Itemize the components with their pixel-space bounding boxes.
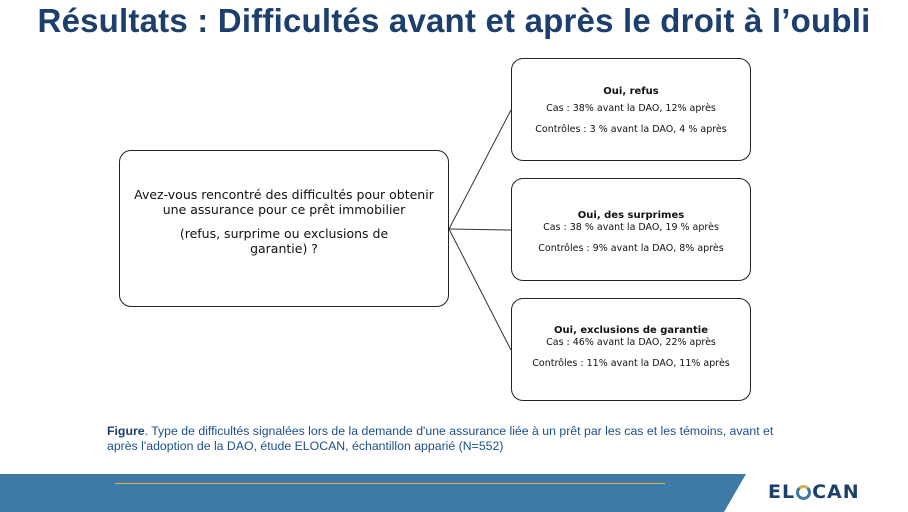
answer-controles: Contrôles : 11% avant la DAO, 11% après xyxy=(532,358,730,369)
answer-cas: Cas : 46% avant la DAO, 22% après xyxy=(546,337,716,348)
logo-text-left: EL xyxy=(768,481,796,503)
answer-controles: Contrôles : 3 % avant la DAO, 4 % après xyxy=(535,124,727,135)
caption-label: Figure xyxy=(107,424,145,438)
connector-line-refus xyxy=(449,110,511,229)
logo-text-right: CAN xyxy=(812,481,860,503)
slide-title: Résultats : Difficultés avant et après le droit à l’oubli xyxy=(37,2,871,39)
question-text: Avez-vous rencontré des difficultés pour obtenir une assurance pour ce prêt immobilier xyxy=(134,187,434,217)
question-subtext: (refus, surprime ou exclusions de garantie) ? xyxy=(179,226,389,256)
connector-line-exclusions xyxy=(449,229,511,350)
answer-title: Oui, des surprimes xyxy=(577,210,685,221)
answer-cas: Cas : 38 % avant la DAO, 19 % après xyxy=(543,222,719,233)
footer-accent-line xyxy=(115,483,665,484)
answer-cas: Cas : 38% avant la DAO, 12% après xyxy=(546,103,716,114)
figure-caption xyxy=(107,424,807,454)
question-box xyxy=(119,150,449,307)
logo-o-ring-icon xyxy=(796,485,811,500)
answer-box-refus xyxy=(511,58,751,161)
answer-title: Oui, refus xyxy=(603,86,659,97)
elocan-logo xyxy=(768,481,860,503)
answer-controles: Contrôles : 9% avant la DAO, 8% après xyxy=(538,243,724,254)
connector-line-surprimes xyxy=(449,229,511,230)
answer-box-exclusions xyxy=(511,298,751,401)
answer-title: Oui, exclusions de garantie xyxy=(554,325,708,336)
caption-text: . Type de difficultés signalées lors de la demande d'une assurance liée à un prêt par les cas et les témoins, avant et après l'adoption de la DAO, étude ELOCAN, échantillon apparié (N=552) xyxy=(107,424,774,453)
answer-box-surprimes xyxy=(511,178,751,281)
